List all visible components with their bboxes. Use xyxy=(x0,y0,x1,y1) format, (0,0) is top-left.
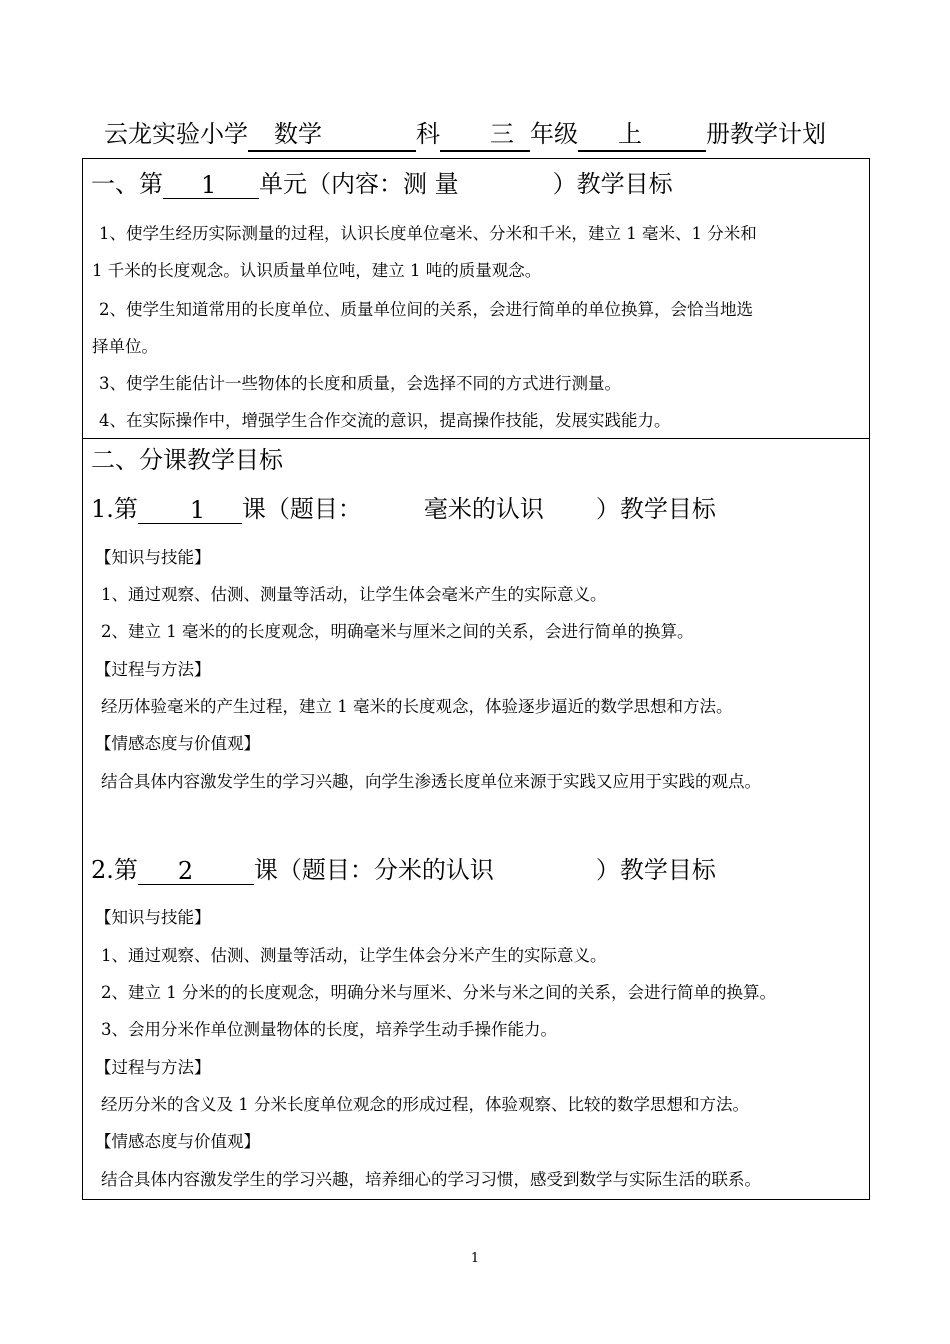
lesson-title-label: 课（题目：分米的认识 xyxy=(253,856,494,884)
page-number: 1 xyxy=(470,1251,480,1266)
subject-value: 数学 xyxy=(274,120,322,148)
attitude-heading: 【情感态度与价值观】 xyxy=(95,734,260,753)
knowledge-heading: 【知识与技能】 xyxy=(95,548,211,567)
process-text: 经历体验毫米的产生过程，建立 1 毫米的长度观念，体验逐步逼近的数学思想和方法。 xyxy=(101,697,733,716)
lesson-heading xyxy=(91,494,716,524)
unit-number: 1 xyxy=(201,171,217,199)
knowledge-item: 3、会用分米作单位测量物体的长度，培养学生动手操作能力。 xyxy=(101,1020,557,1039)
grade-label: 年级 xyxy=(530,120,578,148)
page-title xyxy=(104,116,864,156)
lesson-number-blank xyxy=(138,495,242,524)
plan-suffix: 册教学计划 xyxy=(706,120,826,148)
lesson-topic: 毫米的认识 xyxy=(423,495,544,523)
lesson-prefix: 1.第 xyxy=(91,495,138,523)
lesson-suffix: ）教学目标 xyxy=(595,856,716,884)
unit-content: 单元（内容：测 量 xyxy=(259,170,459,198)
lesson-heading xyxy=(91,855,716,885)
lessons-heading: 二、分课教学目标 xyxy=(91,446,283,474)
process-text: 经历分米的含义及 1 分米长度单位观念的形成过程，体验观察、比较的数学思想和方法。 xyxy=(101,1095,749,1114)
lesson-suffix: ）教学目标 xyxy=(595,495,716,523)
unit-heading xyxy=(91,169,673,199)
unit-number-blank xyxy=(163,170,259,199)
grade-value: 三 xyxy=(490,120,514,148)
volume-value: 上 xyxy=(618,120,642,148)
ke-label: 科 xyxy=(416,120,440,148)
volume-blank xyxy=(578,116,706,152)
lesson-number: 2 xyxy=(177,857,194,885)
unit-goal: 1、使学生经历实际测量的过程，认识长度单位毫米、分米和千米，建立 1 毫米、1 分米和 xyxy=(99,224,757,243)
lesson-prefix: 2.第 xyxy=(91,856,138,884)
unit-goal: 1 千米的长度观念。认识质量单位吨，建立 1 吨的质量观念。 xyxy=(92,261,542,280)
unit-goal: 4、在实际操作中，增强学生合作交流的意识，提高操作技能，发展实践能力。 xyxy=(99,411,671,430)
unit-goal: 择单位。 xyxy=(92,337,158,356)
knowledge-heading: 【知识与技能】 xyxy=(95,908,211,927)
knowledge-item: 2、建立 1 毫米的的长度观念，明确毫米与厘米之间的关系，会进行简单的换算。 xyxy=(101,622,694,641)
school-name: 云龙实验小学 xyxy=(104,120,248,148)
grade-blank xyxy=(440,116,530,152)
attitude-heading: 【情感态度与价值观】 xyxy=(95,1132,260,1151)
lesson-title-label: 课（题目： xyxy=(241,495,362,523)
attitude-text: 结合具体内容激发学生的学习兴趣，向学生渗透长度单位来源于实践又应用于实践的观点。 xyxy=(101,772,761,791)
subject-blank xyxy=(248,116,416,152)
attitude-text: 结合具体内容激发学生的学习兴趣，培养细心的学习习惯，感受到数学与实际生活的联系。 xyxy=(101,1170,761,1189)
knowledge-item: 2、建立 1 分米的的长度观念，明确分米与厘米、分米与米之间的关系，会进行简单的换算。 xyxy=(101,983,776,1002)
unit-goal: 3、使学生能估计一些物体的长度和质量，会选择不同的方式进行测量。 xyxy=(99,374,621,393)
process-heading: 【过程与方法】 xyxy=(95,1058,211,1077)
section-divider xyxy=(83,438,869,439)
unit-suffix: ）教学目标 xyxy=(552,170,673,198)
lesson-number-blank xyxy=(138,856,254,885)
unit-goal: 2、使学生知道常用的长度单位、质量单位间的关系，会进行简单的单位换算，会恰当地选 xyxy=(99,300,753,319)
process-heading: 【过程与方法】 xyxy=(95,660,211,679)
unit-prefix: 一、第 xyxy=(91,170,163,198)
lesson-number: 1 xyxy=(189,496,206,524)
knowledge-item: 1、通过观察、估测、测量等活动，让学生体会分米产生的实际意义。 xyxy=(101,946,607,965)
plan-table xyxy=(82,158,870,1200)
knowledge-item: 1、通过观察、估测、测量等活动，让学生体会毫米产生的实际意义。 xyxy=(101,585,607,604)
